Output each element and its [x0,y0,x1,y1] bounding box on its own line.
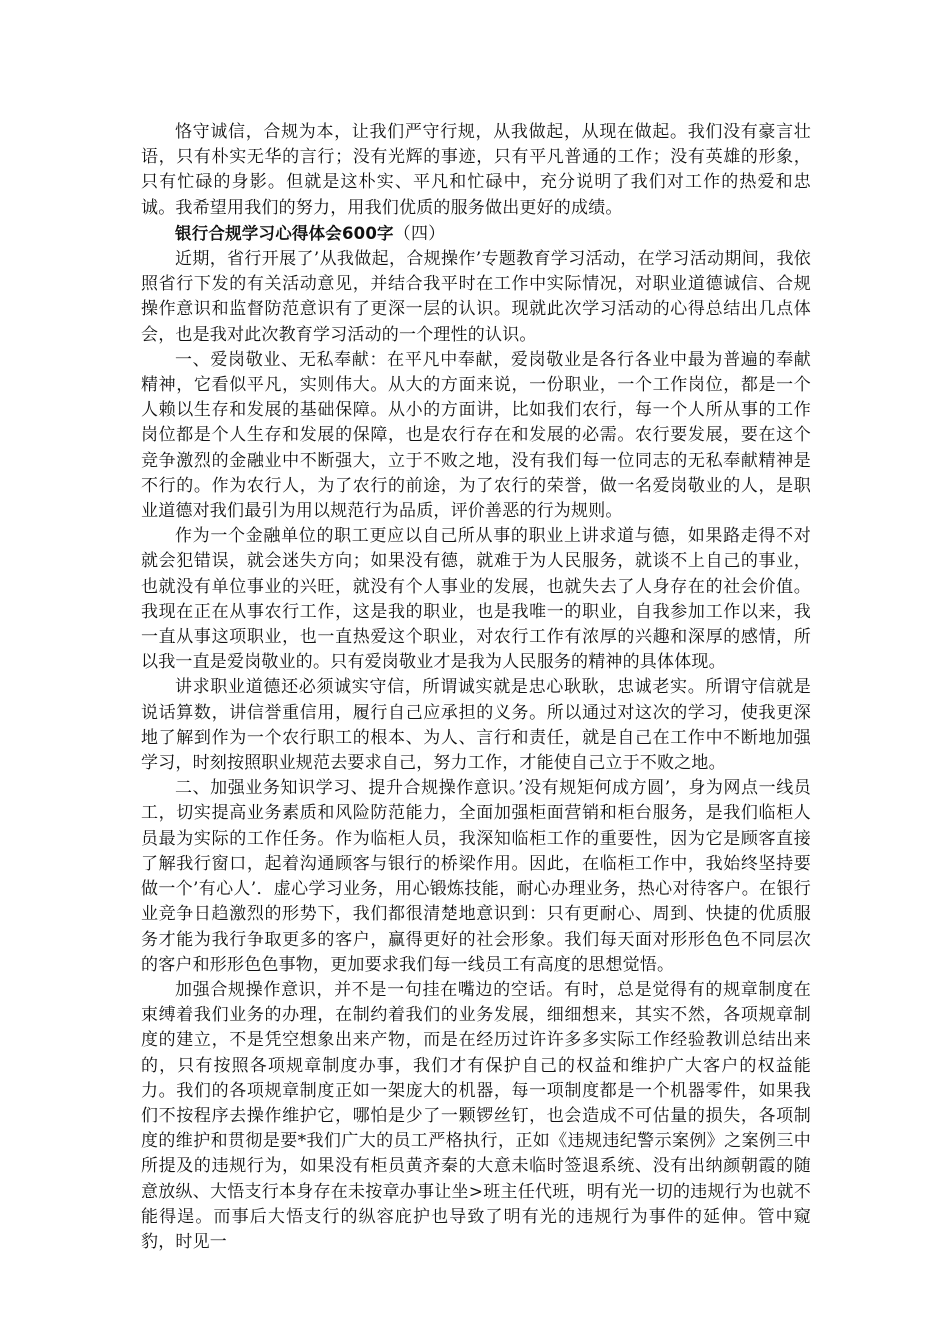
body-paragraph: 讲求职业道德还必须诚实守信，所谓诚实就是忠心耿耿，忠诚老实。所谓守信就是说话算数，讲信誉重信用，履行自己应承担的义务。所以通过对这次的学习，使我更深地了解到作为一个农行职工的根本、为人、言行和责任，就是自己在工作中不断地加强学习，时刻按照职业规范去要求自己，努力工作，才能使自己立于不败之地。 [141,677,811,774]
section-heading-title: 银行合规学习心得体会600字 [175,223,394,243]
body-paragraph: 加强合规操作意识，并不是一句挂在嘴边的空话。有时，总是觉得有的规章制度在束缚着我们业务的办理，在制约着我们的业务发展，细细想来，其实不然，各项规章制度的建立，不是凭空想象出来产物，而是在经历过许许多多实际工作经验教训总结出来的，只有按照各项规章制度办事，我们才有保护自己的权益和维护广大客户的权益能力。我们的各项规章制度正如一架庞大的机器，每一项制度都是一个机器零件，如果我们不按程序去操作维护它，哪怕是少了一颗锣丝钉，也会造成不可估量的损失，各项制度的维护和贯彻是要*我们广大的员工严格执行，正如《违规违纪警示案例》之案例三中所提及的违规行为，如果没有柜员黄齐秦的大意未临时签退系统、没有出纳颜朝霞的随意放纵、大悟支行本身存在未按章办事让坐>班主任代班，明有光一切的违规行为也就不能得逞。而事后大悟支行的纵容庇护也导致了明有光的违规行为事件的延伸。管中窥豹，时见一 [141,979,811,1252]
section-heading [141,221,811,247]
body-paragraph: 作为一个金融单位的职工更应以自己所从事的职业上讲求道与德，如果路走得不对就会犯错误，就会迷失方向；如果没有德，就难于为人民服务，就谈不上自己的事业，也就没有单位事业的兴旺，就没有个人事业的发展，也就失去了人身存在的社会价值。我现在正在从事农行工作，这是我的职业，也是我唯一的职业，自我参加工作以来，我一直从事这项职业，也一直热爱这个职业，对农行工作有浓厚的兴趣和深厚的感情，所以我一直是爱岗敬业的。只有爱岗敬业才是我为人民服务的精神的具体体现。 [141,526,811,673]
body-paragraph: 二、加强业务知识学习、提升合规操作意识。’没有规矩何成方圆’，身为网点一线员工，切实提高业务素质和风险防范能力，全面加强柜面营销和柜台服务，是我们临柜人员最为实际的工作任务。作为临柜人员，我深知临柜工作的重要性，因为它是顾客直接了解我行窗口，起着沟通顾客与银行的桥梁作用。因此，在临柜工作中，我始终坚持要做一个’有心人’．虚心学习业务，用心锻炼技能，耐心办理业务，热心对待客户。在银行业竞争日趋激烈的形势下，我们都很清楚地意识到：只有更耐心、周到、快捷的优质服务才能为我行争取更多的客户，赢得更好的社会形象。我们每天面对形形色色不同层次的客户和形形色色事物，更加要求我们每一线员工有高度的思想觉悟。 [141,778,811,975]
body-paragraph: 近期，省行开展了’从我做起，合规操作’专题教育学习活动，在学习活动期间，我依照省行下发的有关活动意见，并结合我平时在工作中实际情况，对职业道德诚信、合规操作意识和监督防范意识有了更深一层的认识。现就此次学习活动的心得总结出几点体会，也是我对此次教育学习活动的一个理性的认识。 [141,249,811,345]
body-paragraph: 一、爱岗敬业、无私奉献：在平凡中奉献，爱岗敬业是各行各业中最为普遍的奉献精神，它看似平凡，实则伟大。从大的方面来说，一份职业，一个工作岗位，都是一个人赖以生存和发展的基础保障。从小的方面讲，比如我们农行，每一个人所从事的工作岗位都是个人生存和发展的保障，也是农行存在和发展的必需。农行要发展，要在这个竞争激烈的金融业中不断强大，立于不败之地，没有我们每一位同志的无私奉献精神是不行的。作为农行人，为了农行的前途，为了农行的荣誉，做一名爱岗敬业的人，是职业道德对我们最引为用以规范行为品质，评价善恶的行为规则。 [141,349,811,522]
document-page [141,120,811,1255]
section-heading-number: （四） [393,223,446,244]
body-paragraph: 恪守诚信，合规为本，让我们严守行规，从我做起，从现在做起。我们没有豪言壮语，只有朴实无华的言行；没有光辉的事迹，只有平凡普通的工作；没有英雄的形象，只有忙碌的身影。但就是这朴实、平凡和忙碌中，充分说明了我们对工作的热爱和忠诚。我希望用我们的努力，用我们优质的服务做出更好的成绩。 [141,122,811,218]
